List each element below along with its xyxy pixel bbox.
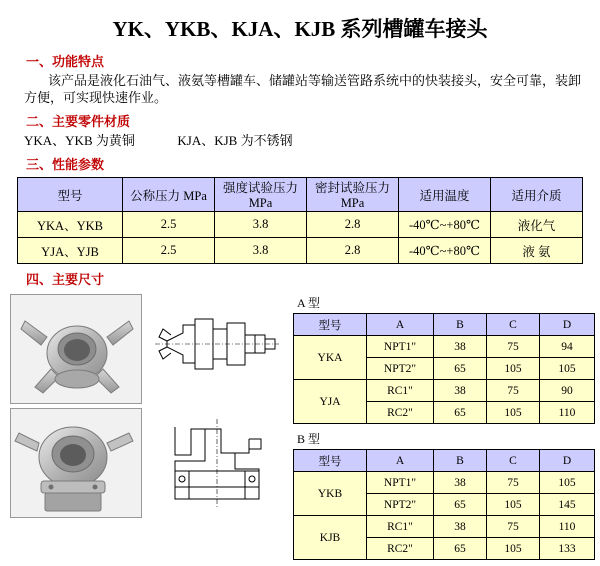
cell-seal-pressure: 2.8 bbox=[307, 212, 399, 238]
cell-d: 110 bbox=[540, 402, 595, 424]
col-header-seal-pressure: 密封试验压力 MPa bbox=[307, 178, 399, 212]
col-header-model: 型号 bbox=[294, 314, 367, 336]
cell-b: 65 bbox=[434, 494, 487, 516]
drawing-coupling-type-a bbox=[148, 294, 284, 404]
cell-medium: 液 氨 bbox=[491, 238, 583, 264]
section-heading-performance: 三、性能参数 bbox=[26, 157, 105, 172]
cell-model: YJA、YJB bbox=[18, 238, 123, 264]
photo-coupling-type-b bbox=[10, 408, 142, 518]
features-paragraph: 该产品是液化石油气、液氨等槽罐车、储罐站等输送管路系统中的快装接头，安全可靠，装卸方便，可实现快速作业。 bbox=[24, 73, 582, 105]
cell-b: 65 bbox=[434, 358, 487, 380]
cell-b: 38 bbox=[434, 336, 487, 358]
cell-b: 38 bbox=[434, 516, 487, 538]
table-row bbox=[294, 472, 595, 494]
table-row bbox=[18, 238, 583, 264]
page-title: YK、YKB、KJA、KJB 系列槽罐车接头 bbox=[112, 17, 488, 41]
cell-medium: 液化气 bbox=[491, 212, 583, 238]
dim-table-a-label: A 型 bbox=[297, 296, 321, 310]
row-type-b-images bbox=[10, 408, 287, 518]
cell-d: 105 bbox=[540, 358, 595, 380]
table-header-row bbox=[18, 178, 583, 212]
photo-coupling-type-a bbox=[10, 294, 142, 404]
cell-c: 75 bbox=[487, 380, 540, 402]
table-row bbox=[294, 336, 595, 358]
table-row bbox=[294, 516, 595, 538]
cell-model-group: KJB bbox=[294, 516, 367, 560]
cell-temperature: -40℃~+80℃ bbox=[399, 238, 491, 264]
col-header-b: B bbox=[434, 314, 487, 336]
dimension-table-b bbox=[293, 449, 595, 560]
cell-d: 90 bbox=[540, 380, 595, 402]
cell-a: RC1" bbox=[367, 516, 434, 538]
cell-a: RC2" bbox=[367, 538, 434, 560]
cell-d: 110 bbox=[540, 516, 595, 538]
dimensions-section bbox=[10, 294, 590, 566]
cell-model-group: YKA bbox=[294, 336, 367, 380]
table-row bbox=[18, 212, 583, 238]
cell-c: 105 bbox=[487, 538, 540, 560]
materials-line bbox=[24, 132, 590, 149]
materials-stainless: KJA、KJB 为不锈钢 bbox=[177, 133, 293, 148]
cell-temperature: -40℃~+80℃ bbox=[399, 212, 491, 238]
cell-model: YKA、YKB bbox=[18, 212, 123, 238]
cell-a: NPT1" bbox=[367, 336, 434, 358]
cell-a: RC2" bbox=[367, 402, 434, 424]
col-header-strength-pressure: 强度试验压力 MPa bbox=[215, 178, 307, 212]
cell-c: 75 bbox=[487, 472, 540, 494]
cell-d: 133 bbox=[540, 538, 595, 560]
col-header-medium: 适用介质 bbox=[491, 178, 583, 212]
photo-type-a-graphic bbox=[11, 295, 141, 403]
cell-d: 145 bbox=[540, 494, 595, 516]
col-header-d: D bbox=[540, 450, 595, 472]
col-header-model: 型号 bbox=[18, 178, 123, 212]
cell-a: NPT2" bbox=[367, 494, 434, 516]
drawing-coupling-type-b bbox=[148, 408, 284, 518]
table-row bbox=[294, 380, 595, 402]
performance-table bbox=[17, 177, 583, 264]
cell-b: 38 bbox=[434, 472, 487, 494]
cell-b: 38 bbox=[434, 380, 487, 402]
col-header-temperature: 适用温度 bbox=[399, 178, 491, 212]
col-header-a: A bbox=[367, 450, 434, 472]
col-header-b: B bbox=[434, 450, 487, 472]
col-header-model: 型号 bbox=[294, 450, 367, 472]
dimension-tables-column bbox=[287, 294, 595, 566]
cell-a: NPT1" bbox=[367, 472, 434, 494]
col-header-c: C bbox=[487, 450, 540, 472]
cell-a: RC1" bbox=[367, 380, 434, 402]
col-header-a: A bbox=[367, 314, 434, 336]
cell-b: 65 bbox=[434, 402, 487, 424]
row-type-a-images bbox=[10, 294, 287, 404]
materials-brass: YKA、YKB 为黄铜 bbox=[24, 133, 135, 148]
images-column bbox=[10, 294, 287, 522]
cell-c: 105 bbox=[487, 402, 540, 424]
table-header-row bbox=[294, 450, 595, 472]
dim-table-b-label: B 型 bbox=[297, 432, 321, 446]
section-heading-materials: 二、主要零件材质 bbox=[26, 114, 131, 129]
col-header-d: D bbox=[540, 314, 595, 336]
section-heading-features: 一、功能特点 bbox=[26, 54, 105, 69]
cell-strength-pressure: 3.8 bbox=[215, 238, 307, 264]
cell-model-group: YJA bbox=[294, 380, 367, 424]
cell-seal-pressure: 2.8 bbox=[307, 238, 399, 264]
cell-nominal-pressure: 2.5 bbox=[123, 238, 215, 264]
drawing-type-a-graphic bbox=[149, 295, 283, 403]
cell-c: 75 bbox=[487, 336, 540, 358]
photo-type-b-graphic bbox=[11, 409, 141, 517]
cell-a: NPT2" bbox=[367, 358, 434, 380]
col-header-c: C bbox=[487, 314, 540, 336]
cell-c: 105 bbox=[487, 358, 540, 380]
cell-nominal-pressure: 2.5 bbox=[123, 212, 215, 238]
drawing-type-b-graphic bbox=[149, 409, 283, 517]
cell-b: 65 bbox=[434, 538, 487, 560]
cell-c: 105 bbox=[487, 494, 540, 516]
cell-model-group: YKB bbox=[294, 472, 367, 516]
cell-d: 94 bbox=[540, 336, 595, 358]
cell-c: 75 bbox=[487, 516, 540, 538]
document-page bbox=[0, 13, 600, 555]
table-header-row bbox=[294, 314, 595, 336]
dimension-table-a bbox=[293, 313, 595, 424]
cell-d: 105 bbox=[540, 472, 595, 494]
section-heading-dimensions: 四、主要尺寸 bbox=[26, 272, 105, 287]
col-header-nominal-pressure: 公称压力 MPa bbox=[123, 178, 215, 212]
cell-strength-pressure: 3.8 bbox=[215, 212, 307, 238]
